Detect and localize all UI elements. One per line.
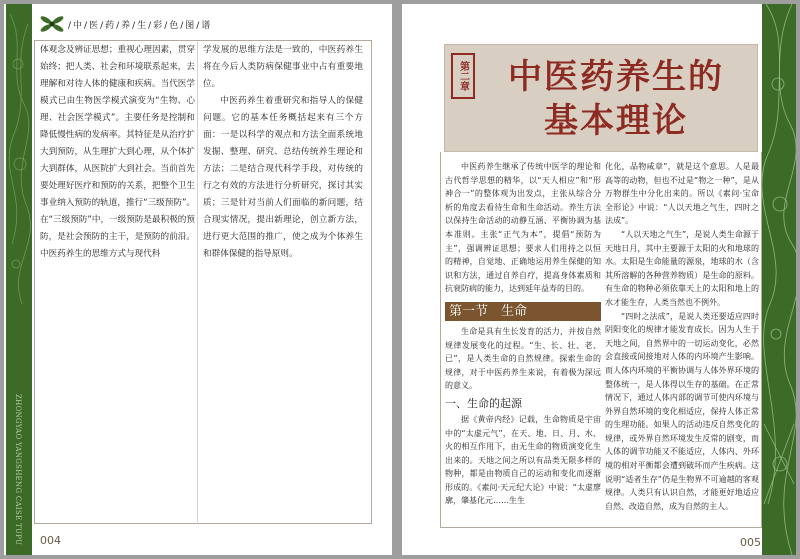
paragraph: 体观念及辨证思想；重视心理因素，贯穿始终；把人类、社会和环境联系起来，去理解和对待人体的健康和疾病。当代医学模式已由生物医学模式演变为“生物、心理、社会医学模式”。主要任务是控制和降低慢性病的发病率。其特征是从治疗扩大到预防，从生理扩大到心理，从个体扩大到群体，从医院扩大到社会。当前首先要处理好医疗和预防的关系，把整个卫生事业纳入预防的轨道，推行“三级预防”。在“三级预防”中，一级预防是最积极的预防，是社会预防的主干，是预防的前沿。中医药养生的思维方式与现代科 — [40, 45, 195, 259]
paragraph: “四时之法成”，是说人类还要适应四时阴阳变化的规律才能发育成长。因为人生于天地之间，自然界中的一切运动变化，必然会直接或间接地对人体的内环境产生影响。而人体内环境的平衡协调与人体外界环境的整体统一，是人体得以生存的基础。在正常情况下，通过人体内部的调节可使内环境与外界自然环境的变化相适应，保持人体正常的生理功能。如果人的活动违反自然变化的规律，或外界自然环境发生反常的剧变，而人体的调节功能又不能适应，人体内、外环境的相对平衡都会遭到破坏而产生疾病。这说明“适者生存”仍是生物界不可逾越的客观规律。人类只有认识自然，才能更好地适应自然、改造自然，成为自然的主人。 — [605, 311, 759, 511]
chapter-title-line-2: 基本理论 — [544, 101, 688, 141]
chapter-title-panel — [444, 44, 758, 152]
paragraph: 中医药养生着重研究和指导人的保健问题。它的基本任务概括起来有三个方面：一是以科学的观点和方法全面系统地发掘、整理、研究、总结传统养生理论和方法；二是结合现代科学手段，对传统的行之有效的方法进行分析研究，探讨其实质；三是针对当前人们面临的新问题，结合现实情况，提出新理论，创立新方法，进行更大范围的推广，使之成为个体养生和群体保健的指导原则。 — [203, 96, 363, 259]
page-number: 005 — [740, 536, 761, 549]
leaf-logo-icon — [40, 14, 64, 34]
paragraph: 据《黄帝内经》记载，生命物质是宇宙中的“太虚元气”，在天、地、日、月、水、火的相互作用下，由无生命的物质演变化生出来的。天地之间之所以有品类无限多样的物种，都是由物质自己的运动和变化而逐渐形成的。《素问·天元纪大论》中说：“太虚廖廓，肇基化元……生生 — [445, 414, 601, 506]
right-page — [402, 4, 796, 555]
paragraph: 生命是具有生长发育的活力，并按自然规律发展变化的过程。“生、长、壮、老、已”，是人类生命的自然规律。探索生命的规律，对于中医药养生来说，有着极为深远的意义。 — [445, 326, 601, 391]
running-header — [40, 14, 212, 34]
paragraph: 学发展的思维方法是一致的，中医药养生将在今后人类防病保健事业中占有重要地位。 — [203, 45, 363, 89]
text-column-2 — [605, 160, 759, 513]
green-side-band — [762, 4, 796, 555]
spine-text: ZHONGYAO YANGSHENG CAISE TUPU — [14, 394, 22, 546]
paragraph: 化化，品物咸章”，就是这个意思。人是最高等的动物，但也不过是“物之一种”，是从万物群生中分化出来的。所以《素问·宝命全形论》中说：“人以天地之气生，四时之法成”。 — [605, 162, 759, 226]
text-column-1 — [40, 42, 195, 263]
section-heading: 第一节 生命 — [445, 302, 601, 321]
intro-paragraph: 中医药养生继承了传统中医学的理论和古代哲学思想的精华，以“天人相应”和“形神合一”的整体观为出发点，主张从综合分析的角度去看待生命和生命活动。养生方法以保持生命活动的动静互涵、平衡协调为基本准则。主张“正气为本”，提倡“预防为主”，强调辨证思想；要求人们用持之以恒的精神，自觉地、正确地运用养生保健的知识和方法，通过自养自疗，提高身体素质和抗衰防病的能力，达到延年益寿的目的。 — [445, 162, 601, 294]
subsection-heading: 一、生命的起源 — [445, 396, 522, 410]
left-page — [4, 4, 392, 555]
text-column-1 — [445, 160, 601, 508]
floral-pattern-icon — [762, 4, 796, 555]
chapter-title-line-1: 中医药养生的 — [508, 57, 724, 97]
book-title: /中/医/药/养/生/彩/色/图/谱 — [68, 20, 213, 31]
chapter-label: 第二章 — [451, 53, 475, 99]
paragraph: “人以天地之气生”，是说人类生命源于天地日月，其中主要源于太阳的火和地球的水。太阳是生命能量的源泉，地球的水（含其所溶解的各种营养物质）是生命的原料。有生命的物种必须依靠天上的太阳和地上的水才能生存，人类当然也不例外。 — [605, 229, 759, 307]
column-divider — [197, 42, 198, 522]
text-column-2 — [203, 42, 363, 263]
page-number: 004 — [40, 534, 61, 547]
green-side-band — [6, 4, 32, 555]
